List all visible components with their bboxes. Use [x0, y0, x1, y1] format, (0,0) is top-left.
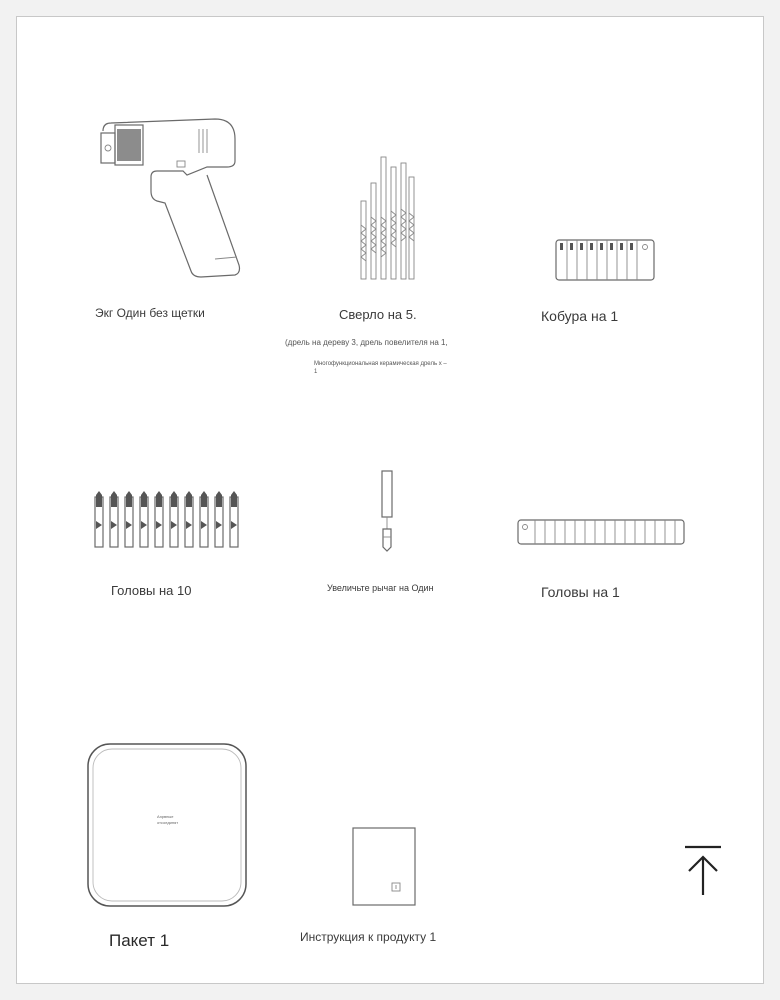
drill-bits-label: Сверло на 5. — [339, 307, 417, 322]
screwdriver-bits-icon — [93, 491, 249, 551]
holster-icon — [555, 239, 655, 281]
extension-bar-label: Увеличьте рычаг на Один — [327, 583, 434, 593]
drill-bits-icon — [357, 153, 417, 283]
drill-icon — [95, 109, 255, 284]
drill-bits-note-2: Многофункциональная керамическая дрель х – — [314, 361, 447, 367]
manual-booklet-icon — [352, 827, 418, 907]
manual-label: Инструкция к продукту 1 — [300, 930, 437, 944]
arrow-up-to-top-icon — [681, 845, 725, 897]
box-text-1: Аэрвные — [157, 814, 174, 819]
bit-strip-icon — [517, 519, 687, 547]
package-contents-sheet — [16, 16, 764, 984]
scroll-to-top-button[interactable] — [681, 845, 725, 897]
package-label: Пакет 1 — [109, 931, 170, 950]
extension-bar-icon — [379, 469, 395, 553]
bits-10-label: Головы на 10 — [111, 583, 192, 598]
drill-bits-note: (дрель на дереву 3, дрель повелителя на 1, — [285, 338, 448, 347]
bits-1-label: Головы на 1 — [541, 584, 620, 600]
package-box-icon — [87, 743, 247, 907]
drill-label: Экг Один без щетки — [95, 306, 205, 320]
box-text-2: отсоединят — [157, 820, 179, 825]
drill-bits-note-3: 1 — [314, 369, 318, 375]
holster-label: Кобура на 1 — [541, 308, 619, 324]
